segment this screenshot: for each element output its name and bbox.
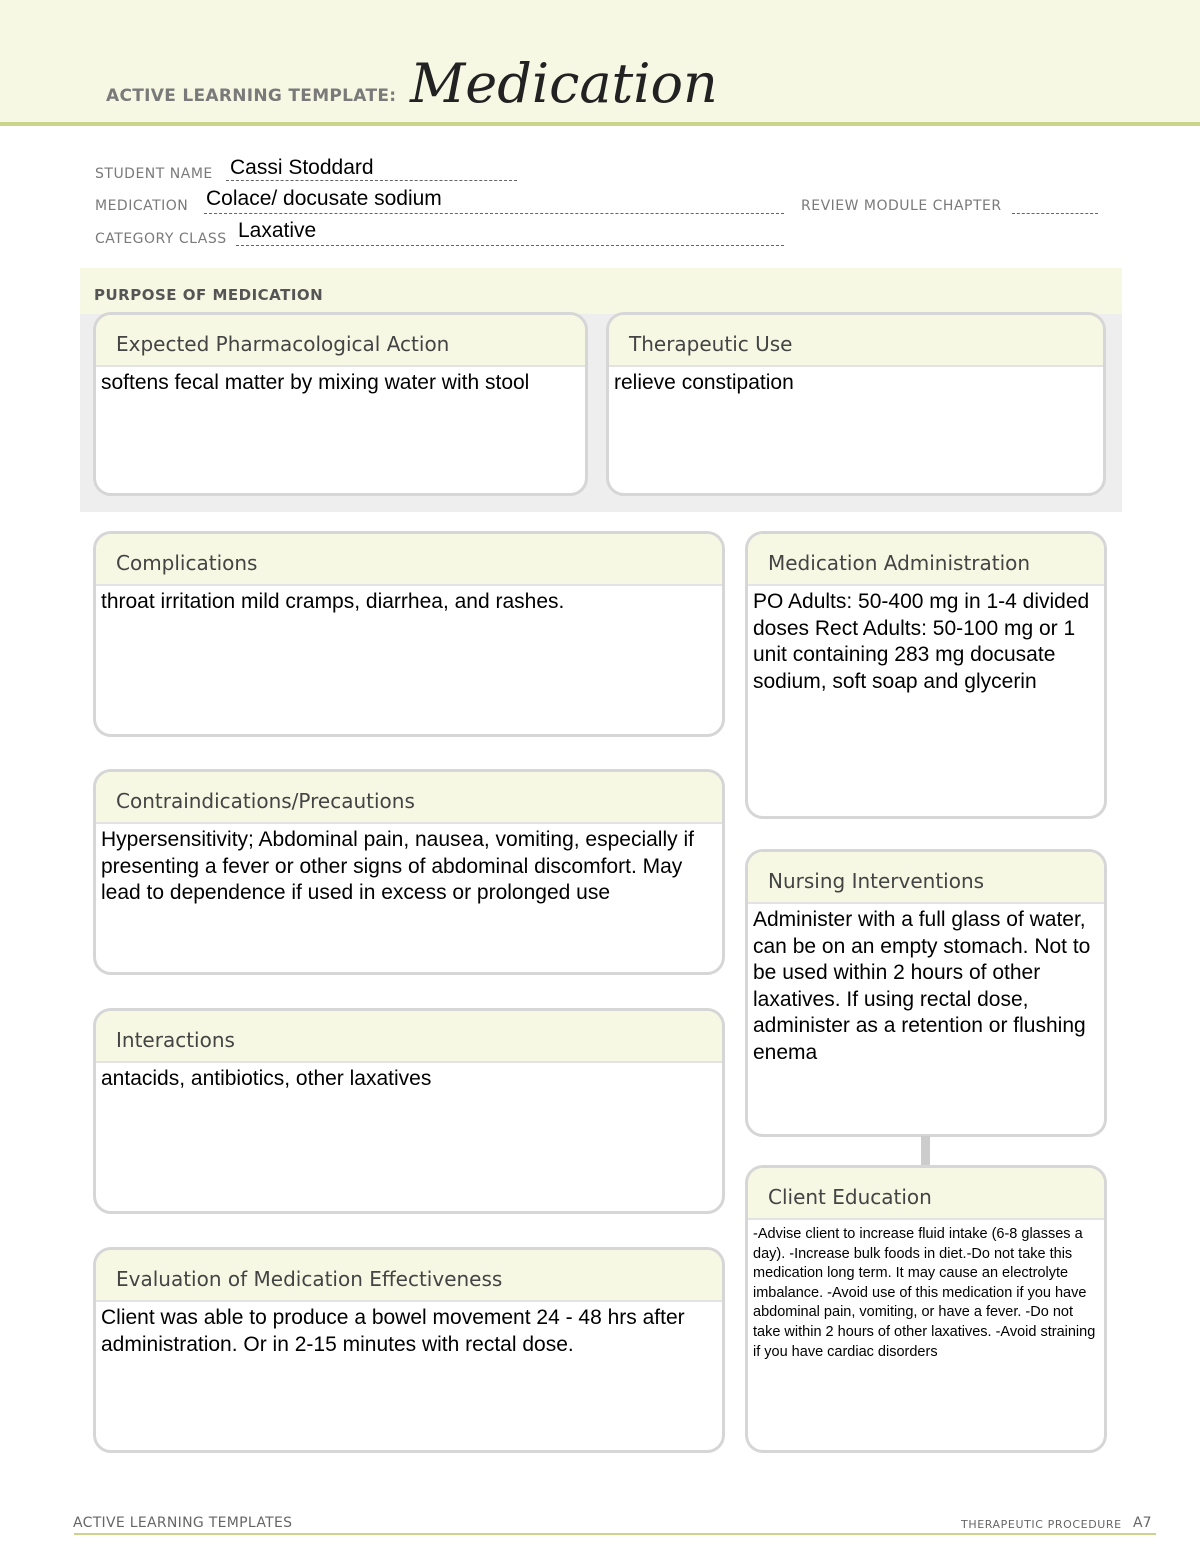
- nursing-interventions-card: [745, 849, 1107, 1137]
- client-education-card: [745, 1165, 1107, 1453]
- nursing-interventions-text[interactable]: Administer with a full glass of water, can be on an empty stomach. Not to be used within 2 hours of other laxatives. If using rectal dose, administer as a retention or flushing enema: [753, 908, 1091, 1064]
- student-name-field[interactable]: Cassi Stoddard: [230, 156, 374, 179]
- card-connector: [921, 1136, 930, 1166]
- page-number: A7: [1133, 1515, 1152, 1531]
- therapeutic-use-title: Therapeutic Use: [609, 315, 1103, 367]
- complications-card: [93, 531, 725, 737]
- administration-card: [745, 531, 1107, 819]
- complications-text[interactable]: throat irritation mild cramps, diarrhea, and rashes.: [101, 590, 565, 613]
- client-education-text[interactable]: -Advise client to increase fluid intake (6-8 glasses a day). -Increase bulk foods in diet.-Do not take this medication long term. It may cause an electrolyte imbalance. -Avoid use of this medication if you have abdominal pain, vomiting, or have a fever. -Do not take within 2 hours of other laxatives. -Avoid straining if you have cardiac disorders: [753, 1226, 1096, 1360]
- footer-left-label: ACTIVE LEARNING TEMPLATES: [73, 1515, 293, 1531]
- evaluation-title: Evaluation of Medication Effectiveness: [96, 1250, 722, 1302]
- template-label: ACTIVE LEARNING TEMPLATE:: [106, 86, 397, 106]
- interactions-title: Interactions: [96, 1011, 722, 1063]
- medication-line: [204, 213, 784, 214]
- review-module-label: REVIEW MODULE CHAPTER: [801, 198, 1002, 214]
- page-title: Medication: [410, 52, 718, 115]
- complications-title: Complications: [96, 534, 722, 586]
- purpose-label: PURPOSE OF MEDICATION: [94, 286, 324, 304]
- administration-title: Medication Administration: [748, 534, 1104, 586]
- category-class-line: [236, 245, 784, 246]
- header-divider: [0, 122, 1200, 126]
- expected-action-title: Expected Pharmacological Action: [96, 315, 585, 367]
- expected-action-text[interactable]: softens fecal matter by mixing water with stool: [101, 371, 530, 394]
- contraindications-title: Contraindications/Precautions: [96, 772, 722, 824]
- footer-right-label: THERAPEUTIC PROCEDURE: [961, 1518, 1122, 1531]
- interactions-card: [93, 1008, 725, 1214]
- review-module-line: [1012, 213, 1098, 214]
- therapeutic-use-text[interactable]: relieve constipation: [614, 371, 794, 394]
- therapeutic-use-card: [606, 312, 1106, 496]
- contraindications-text[interactable]: Hypersensitivity; Abdominal pain, nausea, vomiting, especially if presenting a fever or other signs of abdominal discomfort. May lead to dependence if used in excess or prolonged use: [101, 828, 694, 904]
- contraindications-card: [93, 769, 725, 975]
- client-education-title: Client Education: [748, 1168, 1104, 1220]
- medication-label: MEDICATION: [95, 198, 189, 214]
- category-class-label: CATEGORY CLASS: [95, 231, 227, 247]
- interactions-text[interactable]: antacids, antibiotics, other laxatives: [101, 1067, 432, 1090]
- expected-action-card: [93, 312, 588, 496]
- student-name-label: STUDENT NAME: [95, 166, 213, 182]
- footer-divider: [74, 1533, 1156, 1535]
- evaluation-text[interactable]: Client was able to produce a bowel movement 24 - 48 hrs after administration. Or in 2-15 minutes with rectal dose.: [101, 1306, 685, 1356]
- medication-field[interactable]: Colace/ docusate sodium: [206, 187, 442, 210]
- student-name-line: [226, 180, 517, 181]
- nursing-interventions-title: Nursing Interventions: [748, 852, 1104, 904]
- category-class-field[interactable]: Laxative: [238, 219, 317, 242]
- administration-text[interactable]: PO Adults: 50-400 mg in 1-4 divided doses Rect Adults: 50-100 mg or 1 unit containing 283 mg docusate sodium, soft soap and glycerin: [753, 590, 1090, 693]
- evaluation-card: [93, 1247, 725, 1453]
